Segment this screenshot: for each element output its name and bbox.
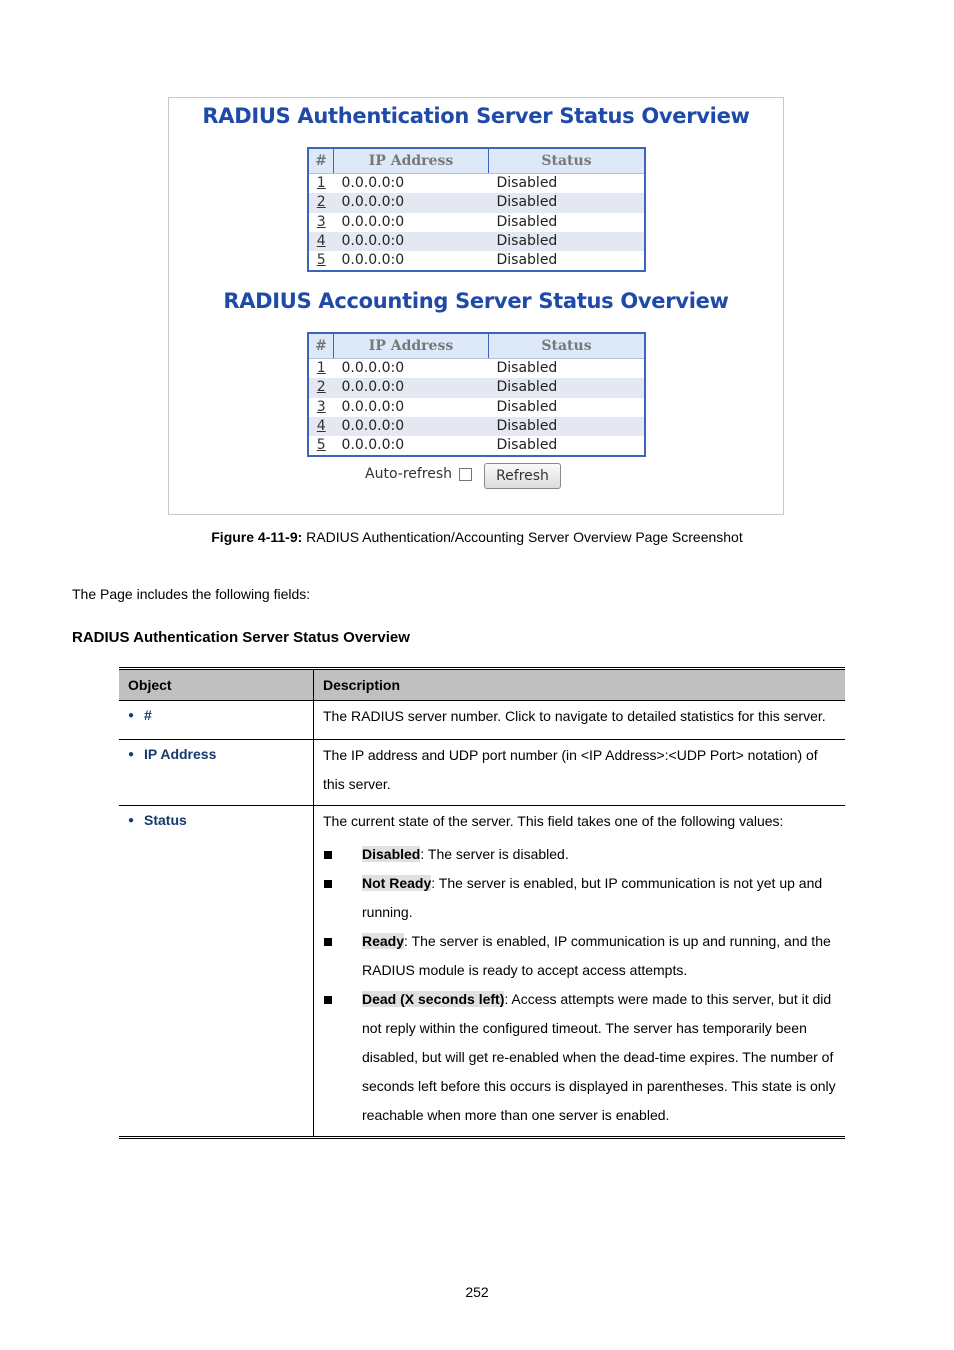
ip-address-cell: 0.0.0.0:0 [341, 360, 405, 377]
status-cell: Disabled [489, 193, 646, 212]
ip-address-cell: 0.0.0.0:0 [334, 232, 489, 251]
list-item [323, 869, 837, 927]
screenshot-frame [168, 97, 784, 515]
server-number-link[interactable]: 1 [316, 360, 326, 377]
server-number-link[interactable]: 2 [308, 193, 334, 212]
list-item [323, 840, 837, 869]
status-cell: Disabled [496, 213, 558, 230]
table-header-row [119, 670, 845, 701]
col-status: Status [489, 333, 646, 359]
square-bullet-icon [324, 996, 332, 1004]
value-term: Dead (X seconds left) [362, 991, 505, 1007]
description-cell: The IP address and UDP port number (in <IP Address>:<UDP Port> notation) of this server. [314, 740, 846, 806]
ip-address-cell: 0.0.0.0:0 [341, 213, 405, 230]
figure-label: Figure 4-11-9: [211, 529, 303, 545]
description-cell: The RADIUS server number. Click to navigate to detailed statistics for this server. [314, 701, 846, 740]
square-bullet-icon [324, 880, 332, 888]
ip-address-cell: 0.0.0.0:0 [334, 193, 489, 212]
server-number-link[interactable]: 3 [316, 398, 326, 415]
status-intro: The current state of the server. This field takes one of the following values: [323, 813, 784, 829]
ip-address-cell: 0.0.0.0:0 [341, 437, 405, 454]
table-row [119, 740, 845, 806]
status-cell: Disabled [489, 417, 646, 436]
ip-address-cell: 0.0.0.0:0 [334, 417, 489, 436]
ip-address-cell: 0.0.0.0:0 [334, 378, 489, 397]
object-cell [119, 701, 314, 740]
status-cell: Disabled [489, 378, 646, 397]
figure-caption-text: RADIUS Authentication/Accounting Server Overview Page Screenshot [302, 529, 743, 545]
status-cell: Disabled [496, 437, 558, 454]
description-cell [314, 806, 846, 1138]
object-name: # [144, 707, 152, 723]
table-row [308, 359, 645, 379]
bullet-icon: ● [128, 710, 135, 721]
table-row [308, 174, 645, 194]
auth-table-header [308, 148, 645, 174]
server-number-link[interactable]: 5 [316, 437, 326, 454]
list-item [323, 985, 837, 1130]
auth-status-table [307, 147, 646, 272]
status-cell: Disabled [496, 398, 558, 415]
acct-status-table [307, 332, 646, 457]
table-row [308, 213, 645, 232]
object-cell [119, 806, 314, 1138]
table-row [308, 232, 645, 251]
server-number-link[interactable]: 1 [316, 175, 326, 192]
col-ip-address: IP Address [334, 333, 489, 359]
list-item [323, 927, 837, 985]
intro-text: The Page includes the following fields: [72, 586, 311, 602]
value-text: : Access attempts were made to this server, but it did not reply within the configured timeout. The server has temporarily been disabled, but will get re-enabled when the dead-time expires. The number of seconds left before this occurs is displayed in parentheses. This state is only reachable when more than one server is enabled. [362, 991, 836, 1123]
status-cell: Disabled [496, 252, 558, 269]
object-cell [119, 740, 314, 806]
value-term: Ready [362, 933, 405, 949]
status-values-list [323, 840, 837, 1130]
auto-refresh-label: Auto-refresh [365, 466, 453, 482]
acct-overview-title: RADIUS Accounting Server Status Overview [223, 289, 729, 313]
object-name: Status [144, 812, 187, 828]
table-row [308, 378, 645, 397]
table-row [308, 193, 645, 212]
table-row [308, 251, 645, 271]
server-number-link[interactable]: 4 [308, 232, 334, 251]
col-ip-address: IP Address [334, 148, 489, 174]
figure-caption [0, 529, 954, 545]
square-bullet-icon [324, 851, 332, 859]
table-row [119, 701, 845, 740]
bullet-icon: ● [128, 749, 135, 760]
square-bullet-icon [324, 938, 332, 946]
status-cell: Disabled [496, 360, 558, 377]
col-number: # [308, 333, 334, 359]
acct-table-header [308, 333, 645, 359]
bullet-icon: ● [128, 815, 135, 826]
value-text: : The server is disabled. [420, 846, 569, 862]
server-number-link[interactable]: 4 [308, 417, 334, 436]
value-text: : The server is enabled, but IP communication is not yet up and running. [362, 875, 823, 920]
object-header: Object [119, 670, 314, 701]
auth-overview-title: RADIUS Authentication Server Status Overview [202, 104, 750, 128]
table-row [119, 806, 845, 1138]
status-cell: Disabled [489, 232, 646, 251]
server-number-link[interactable]: 3 [316, 213, 326, 230]
table-row [308, 398, 645, 417]
ip-address-cell: 0.0.0.0:0 [341, 398, 405, 415]
status-cell: Disabled [496, 175, 558, 192]
table-row [308, 417, 645, 436]
ip-address-cell: 0.0.0.0:0 [341, 252, 405, 269]
object-name: IP Address [144, 746, 217, 762]
server-number-link[interactable]: 5 [316, 252, 326, 269]
ip-address-cell: 0.0.0.0:0 [341, 175, 405, 192]
table-row [308, 436, 645, 456]
col-status: Status [489, 148, 646, 174]
section-title: RADIUS Authentication Server Status Overview [72, 629, 410, 646]
value-term: Not Ready [362, 875, 432, 891]
page-number: 252 [465, 1284, 489, 1300]
refresh-button[interactable]: Refresh [484, 463, 561, 489]
description-header: Description [314, 670, 846, 701]
field-description-table [119, 667, 845, 1139]
value-text: : The server is enabled, IP communication is up and running, and the RADIUS module is ready to accept access attempts. [362, 933, 831, 978]
auto-refresh-checkbox[interactable] [459, 468, 472, 481]
col-number: # [308, 148, 334, 174]
value-term: Disabled [362, 846, 421, 862]
server-number-link[interactable]: 2 [308, 378, 334, 397]
